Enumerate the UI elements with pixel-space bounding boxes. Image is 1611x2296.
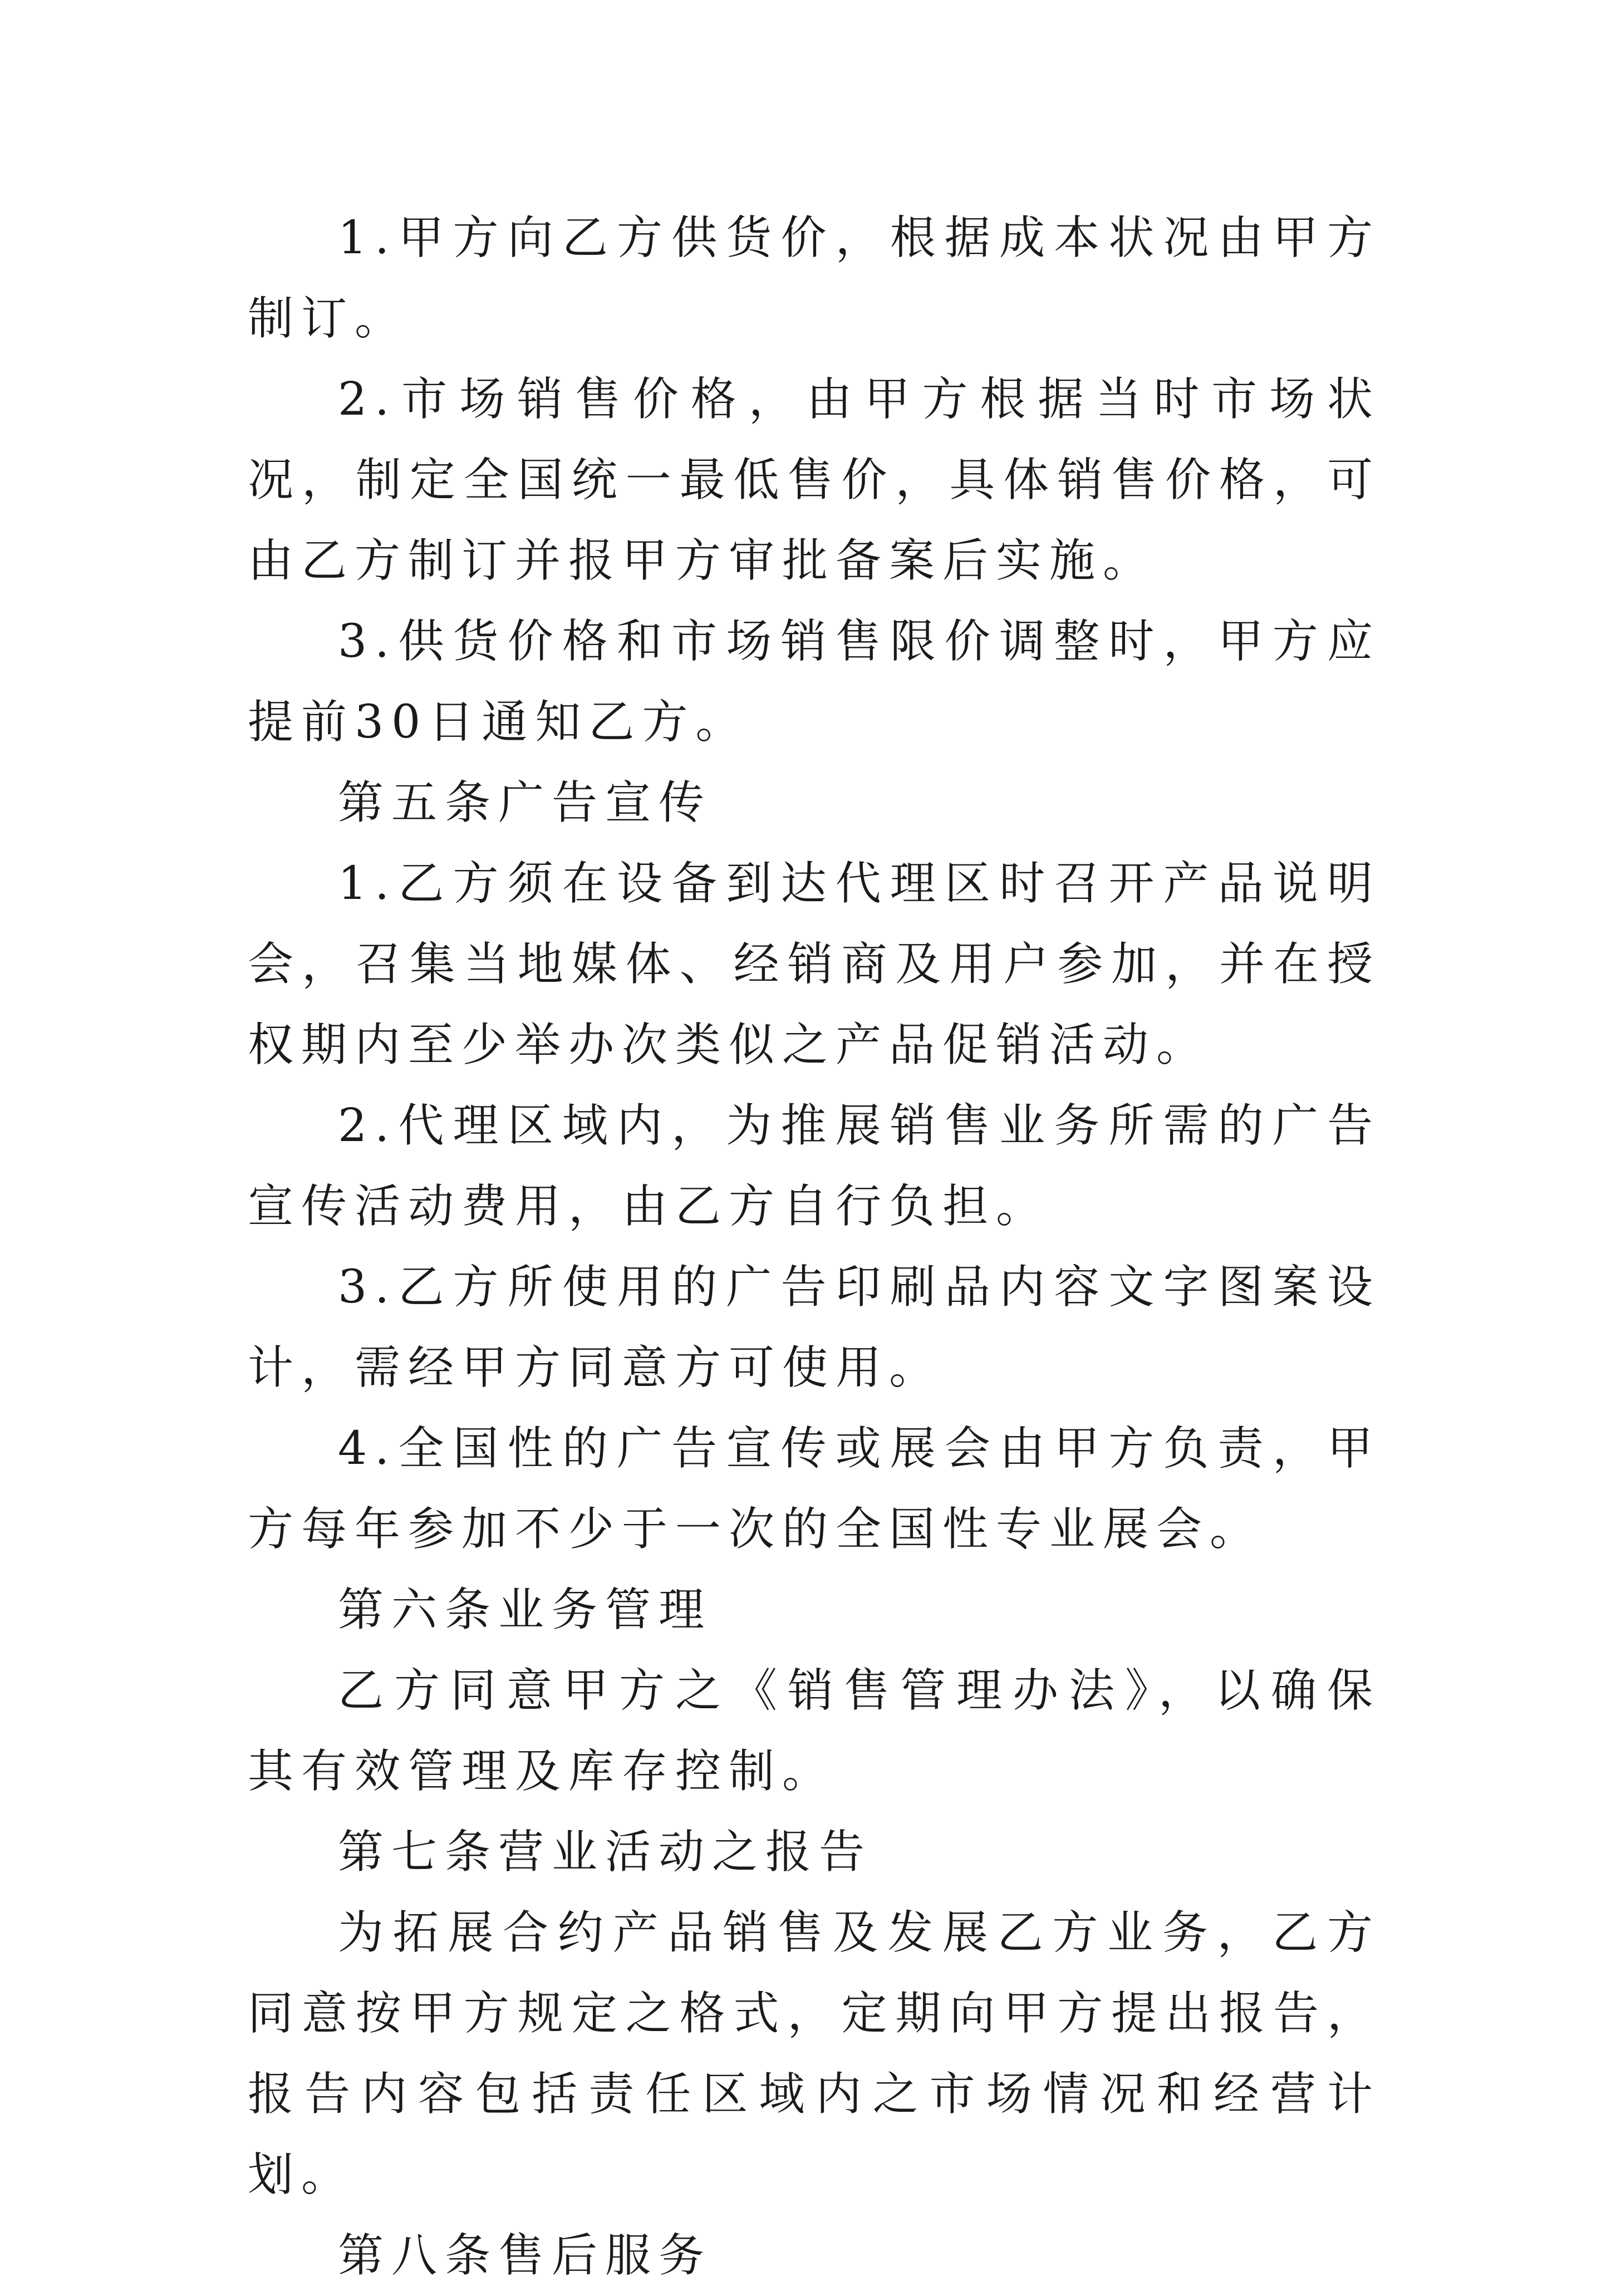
paragraph-price-adjustment: 3.供货价格和市场销售限价调整时，甲方应提前30日通知乙方。 [248,615,1381,749]
paragraph-sales-management: 乙方同意甲方之《销售管理办法》，以确保其有效管理及库存控制。 [248,1664,1381,1798]
paragraph-report-content: 为拓展合约产品销售及发展乙方业务，乙方同意按甲方规定之格式，定期向甲方提出报告，报告内容包括责任区域内之市场情况和经营计划。 [248,1906,1381,2201]
document-body [248,198,1381,2296]
paragraph-market-price: 2.市场销售价格，由甲方根据当时市场状况，制定全国统一最低售价，具体销售价格，可由乙方制订并报甲方审批备案后实施。 [248,373,1381,587]
paragraph-print-design: 3.乙方所使用的广告印刷品内容文字图案设计，需经甲方同意方可使用。 [248,1261,1381,1394]
section-heading-business-management: 第六条业务管理 [338,1584,713,1636]
paragraph-advertising-cost: 2.代理区域内，为推展销售业务所需的广告宣传活动费用，由乙方自行负担。 [248,1099,1381,1233]
section-heading-after-sales: 第八条售后服务 [338,2229,713,2282]
paragraph-supply-price: 1.甲方向乙方供货价，根据成本状况由甲方制订。 [248,212,1381,345]
section-heading-business-report: 第七条营业活动之报告 [338,1826,873,1879]
paragraph-national-exhibition: 4.全国性的广告宣传或展会由甲方负责，甲方每年参加不少于一次的全国性专业展会。 [248,1422,1381,1556]
section-heading-advertising: 第五条广告宣传 [338,776,713,829]
paragraph-product-launch: 1.乙方须在设备到达代理区时召开产品说明会，召集当地媒体、经销商及用户参加，并在授权期内至少举办次类似之产品促销活动。 [248,857,1381,1071]
